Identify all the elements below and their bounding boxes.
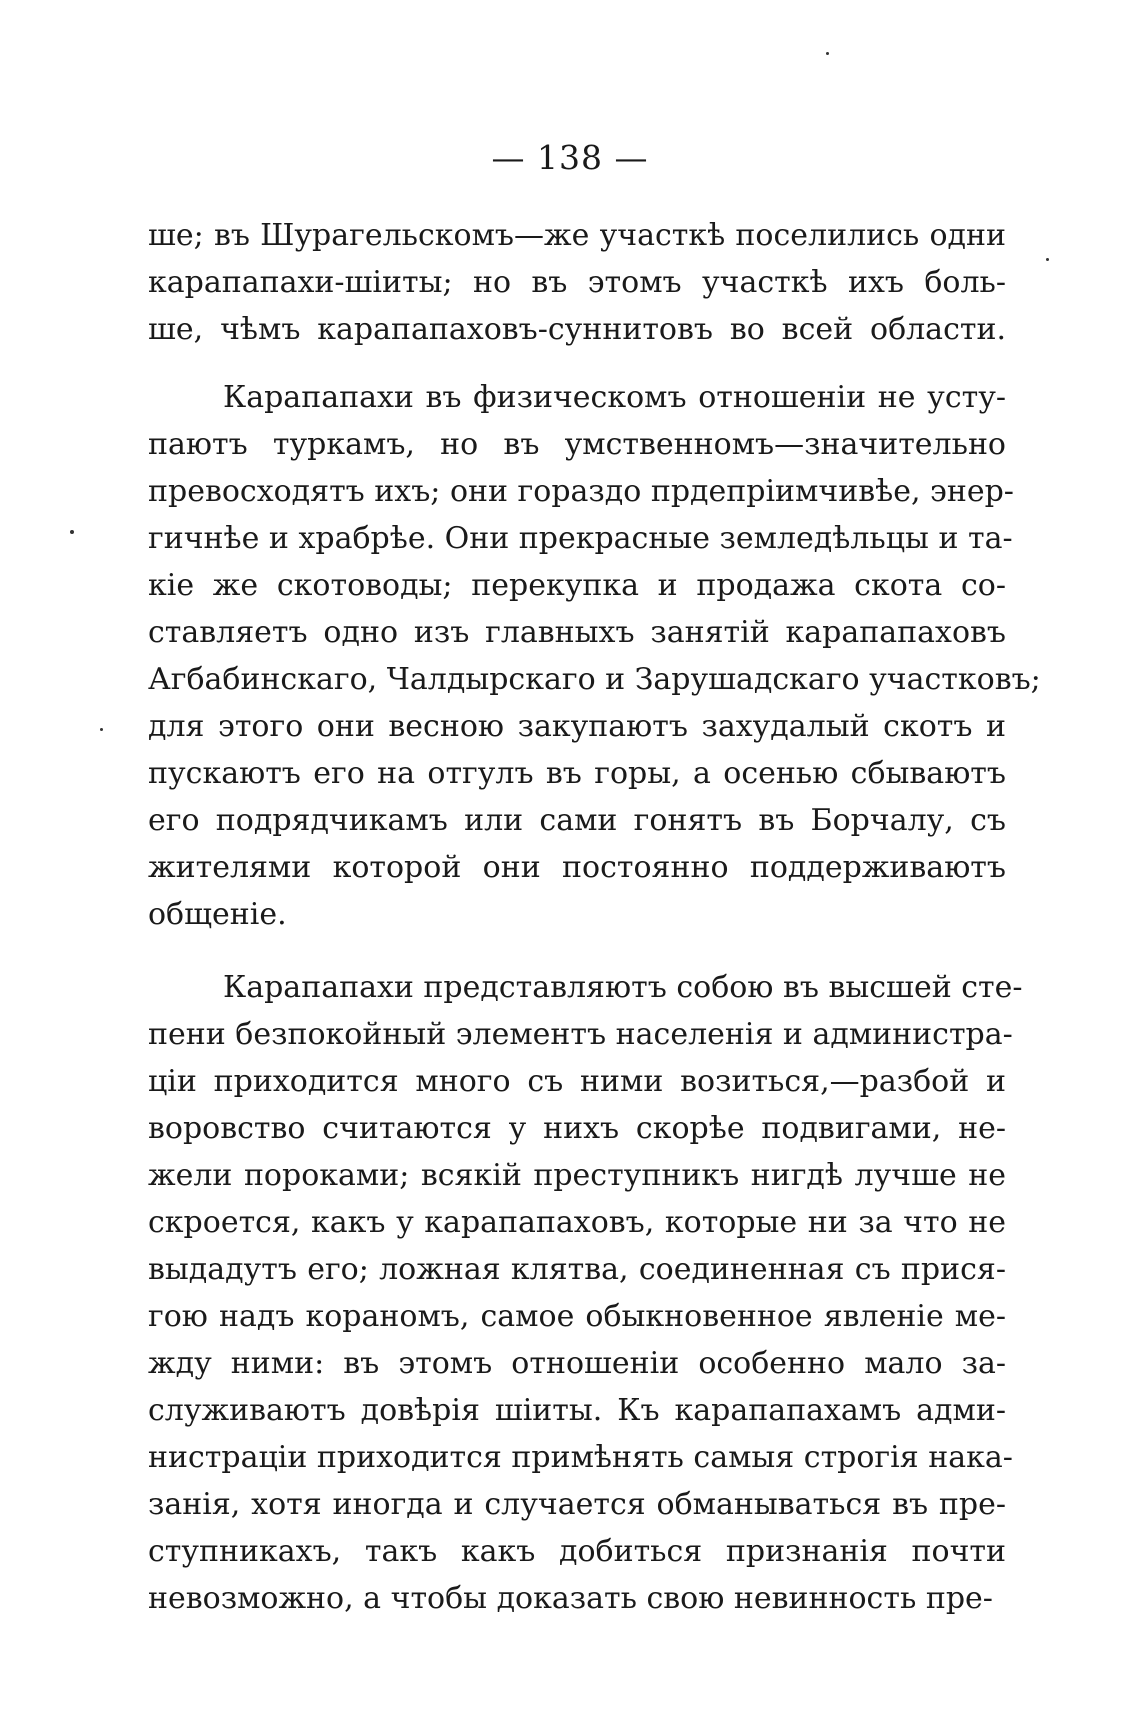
text-line: превосходятъ ихъ; они гораздо прдепріимчивѣе, энер-	[148, 474, 1014, 509]
text-line: его подрядчикамъ или сами гонятъ въ Борчалу, съ	[148, 803, 1006, 838]
text-line: Карапапахи въ физическомъ отношеніи не усту-	[223, 380, 1006, 415]
text-line: для этого они весною закупаютъ захудалый скотъ и	[148, 709, 1006, 744]
text-line: карапапахи-шіиты; но въ этомъ участкѣ ихъ боль-	[148, 265, 1006, 300]
paragraph-1	[148, 212, 1006, 353]
text-line: воровство считаются у нихъ скорѣе подвигами, не-	[148, 1111, 1006, 1146]
text-line: выдадутъ его; ложная клятва, соединенная съ прися-	[148, 1252, 1006, 1287]
paragraph-3	[148, 964, 1023, 1622]
text-line: паютъ туркамъ, но въ умственномъ—значительно	[148, 427, 1006, 462]
text-line: скроется, какъ у карапапаховъ, которые ни за что не	[148, 1205, 1006, 1240]
text-line: ше; въ Шурагельскомъ—же участкѣ поселились одни	[148, 218, 1006, 253]
scan-speck	[70, 530, 74, 534]
text-line: гичнѣе и храбрѣе. Они прекрасные земледѣльцы и та-	[148, 521, 1013, 556]
text-line: пускаютъ его на отгулъ въ горы, а осенью сбываютъ	[148, 756, 1006, 791]
text-line: ставляетъ одно изъ главныхъ занятій карапапаховъ	[148, 615, 1006, 650]
text-line: Агбабинскаго, Чалдырскаго и Зарушадскаго участковъ;	[148, 662, 1041, 697]
text-line: общеніе.	[148, 897, 287, 932]
scan-speck	[1046, 258, 1049, 261]
text-line: кіе же скотоводы; перекупка и продажа скота со-	[148, 568, 1006, 603]
text-line: пени безпокойный элементъ населенія и администра-	[148, 1017, 1013, 1052]
text-line: Карапапахи представляютъ собою въ высшей сте-	[223, 970, 1023, 1005]
text-line: жителями которой они постоянно поддерживаютъ	[148, 850, 1006, 885]
text-line: служиваютъ довѣрія шіиты. Къ карапапахамъ адми-	[148, 1393, 1006, 1428]
text-line: гою надъ кораномъ, самое обыкновенное явленіе ме-	[148, 1299, 1006, 1334]
text-line: жели пороками; всякій преступникъ нигдѣ лучше не	[148, 1158, 1006, 1193]
text-line: занія, хотя иногда и случается обманываться въ пре-	[148, 1487, 1006, 1522]
scan-speck	[100, 728, 103, 731]
text-line: ступникахъ, такъ какъ добиться признанія почти	[148, 1534, 1006, 1569]
text-line: ціи приходится много съ ними возиться,—разбой и	[148, 1064, 1006, 1099]
text-line: нистраціи приходится примѣнять самыя строгія нака-	[148, 1440, 1013, 1475]
scan-speck	[826, 52, 829, 55]
text-line: жду ними: въ этомъ отношеніи особенно мало за-	[148, 1346, 1006, 1381]
text-line: ше, чѣмъ карапапаховъ-суннитовъ во всей области.	[148, 312, 1006, 347]
paragraph-2	[148, 374, 1041, 938]
text-line: невозможно, а чтобы доказать свою невинность пре-	[148, 1581, 993, 1616]
page-number: — 138 —	[491, 138, 649, 177]
